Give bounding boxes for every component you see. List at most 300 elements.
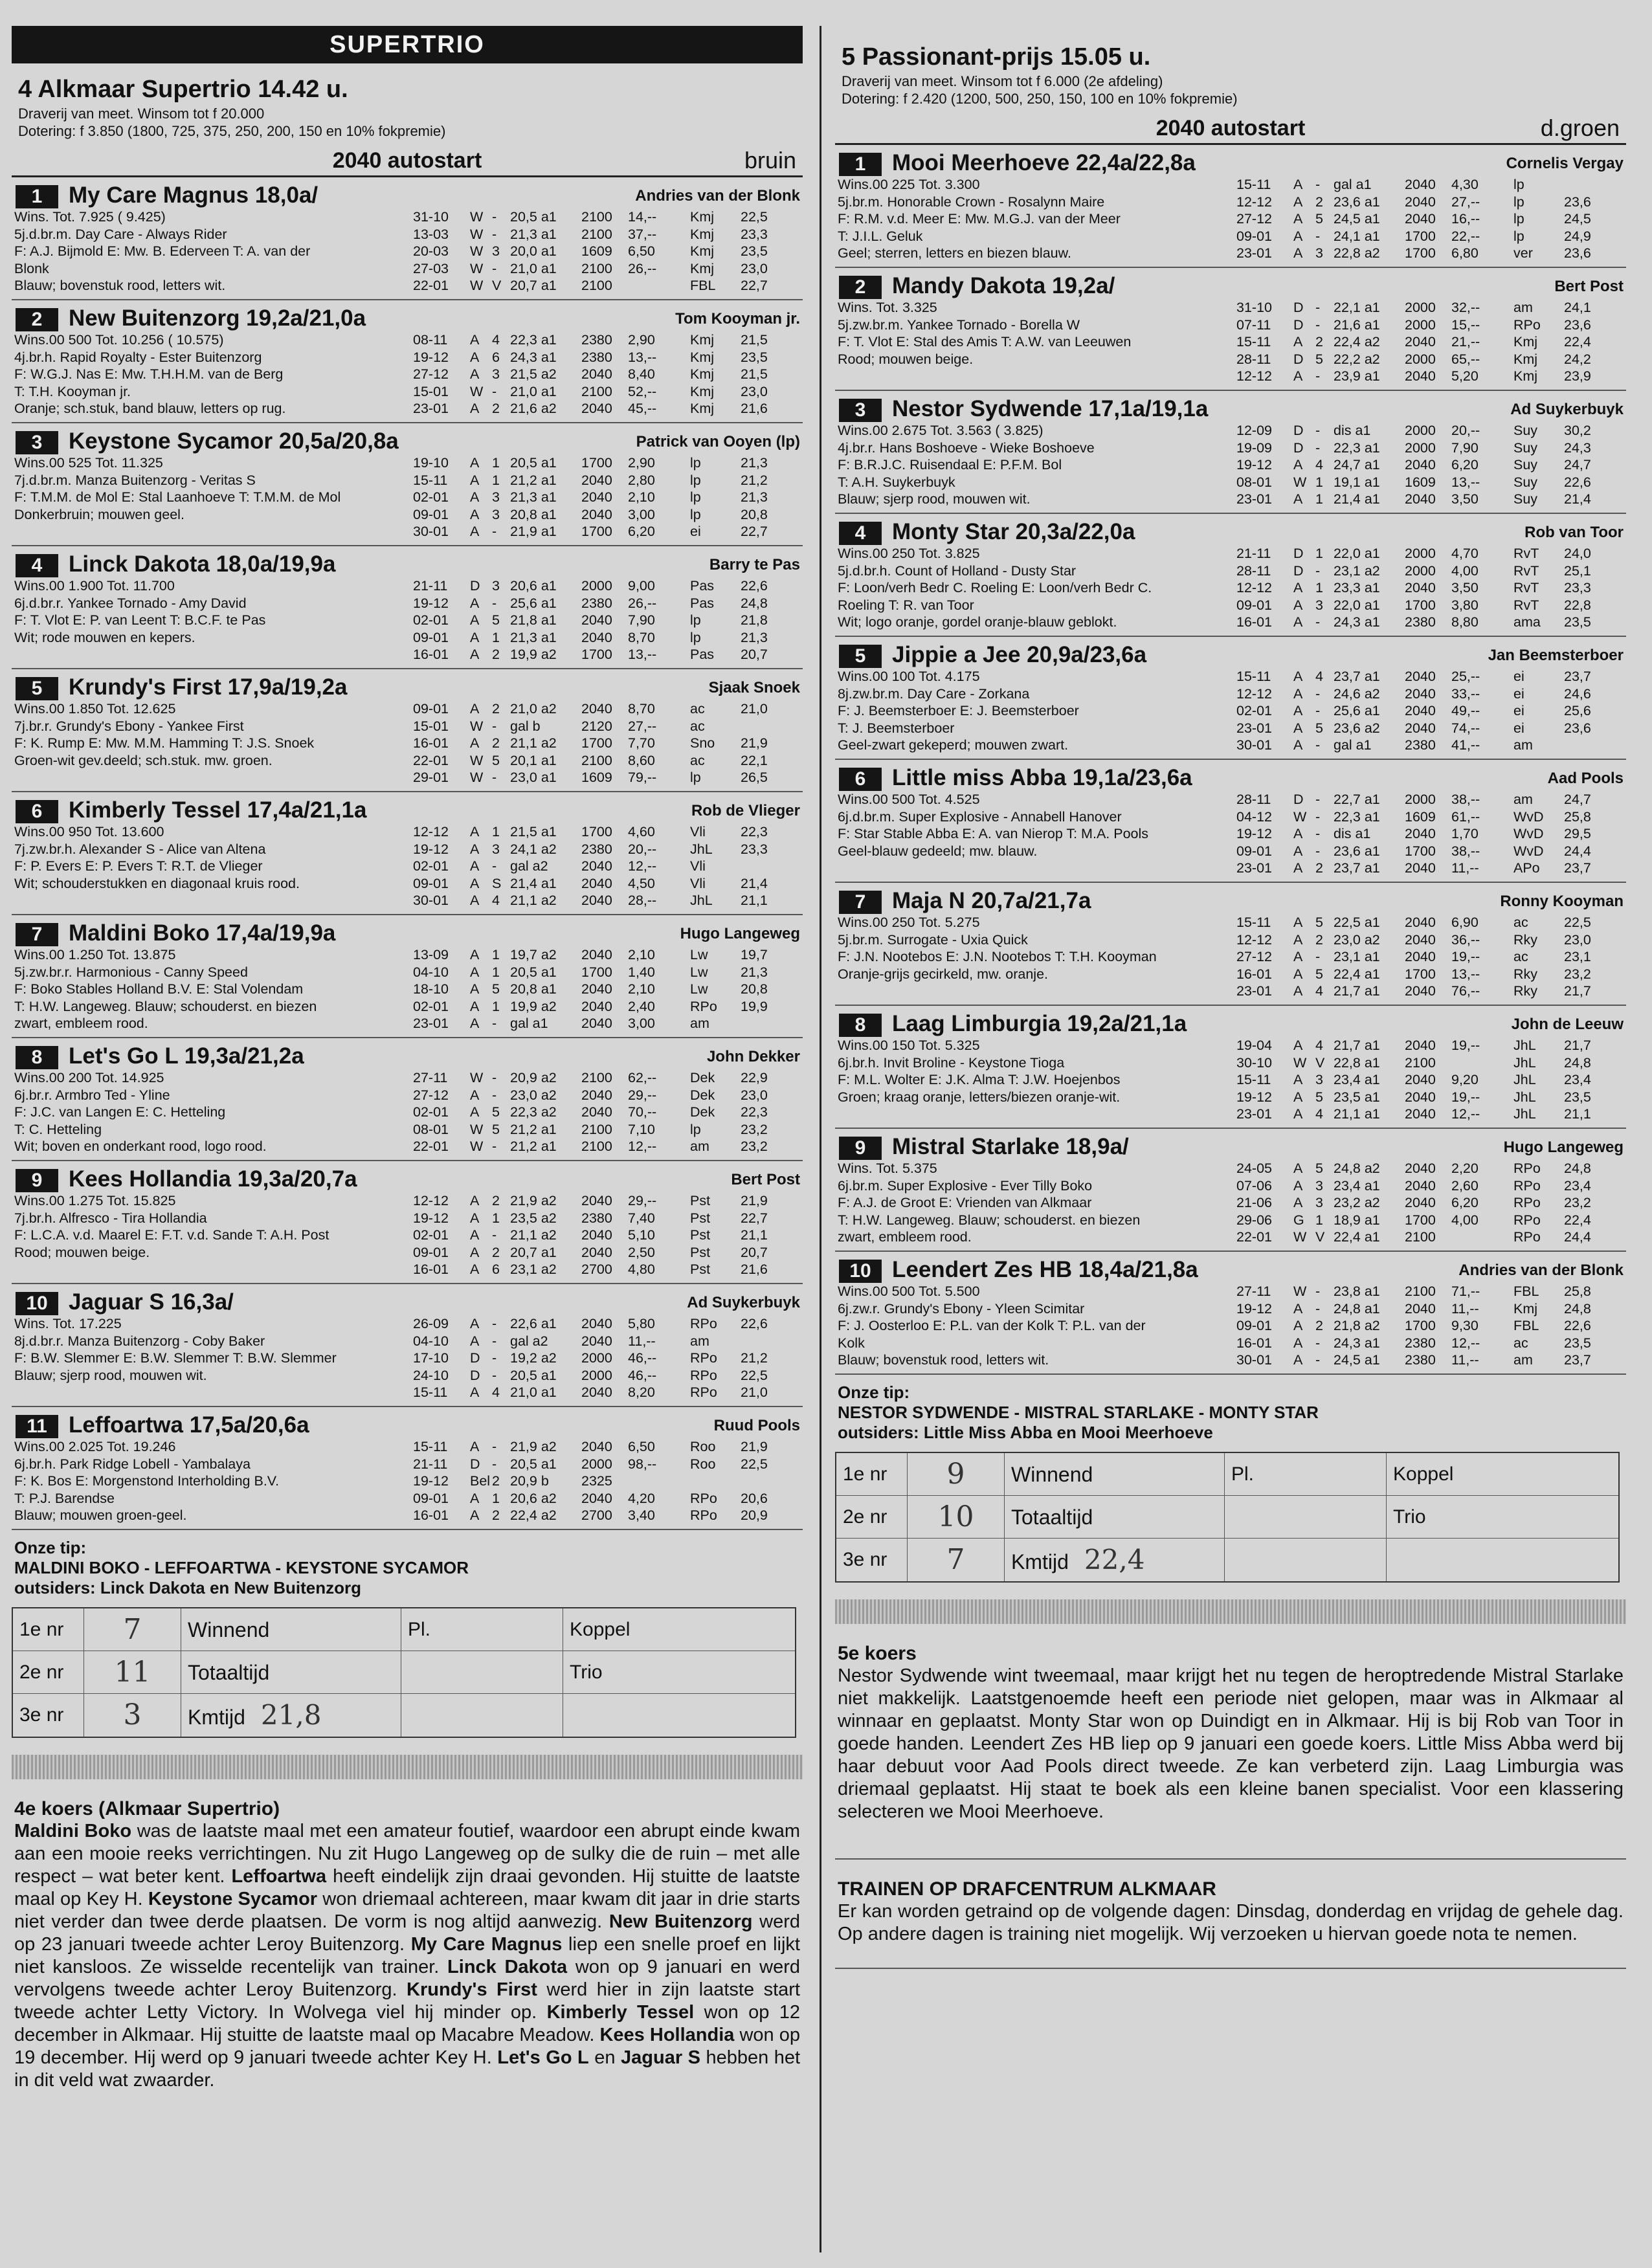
result-cell: A: [1293, 597, 1303, 613]
result-cell: 12-09: [1236, 423, 1272, 438]
horse-entry: [835, 1129, 1626, 1252]
result-cell: -: [492, 1367, 497, 1383]
result-cell: 46,--: [628, 1367, 657, 1383]
result-cell: 5: [492, 1121, 500, 1137]
result-cell: Dek: [690, 1104, 715, 1120]
result-cell: 23,2 a2: [1334, 1195, 1380, 1210]
horse-info-line: T: P.J. Barendse: [14, 1490, 115, 1506]
result-cell: 4: [1315, 1038, 1323, 1053]
result-cell: 1700: [1405, 245, 1436, 261]
driver-name: John Dekker: [706, 1048, 800, 1065]
result-cell: am: [1513, 737, 1533, 753]
result-cell: 23,6: [1564, 720, 1591, 736]
result-cell: RPo: [1513, 1229, 1541, 1245]
result-cell: A: [470, 1384, 480, 1400]
driver-name: Hugo Langeweg: [1503, 1139, 1624, 1156]
result-row: [413, 752, 800, 770]
start-number: 1: [16, 185, 58, 208]
result-cell: 09-01: [1236, 843, 1272, 859]
result-cell: 21,7: [1564, 983, 1591, 999]
result-cell: A: [470, 629, 480, 645]
start-number: 9: [16, 1169, 58, 1192]
horse-entry: [835, 1252, 1626, 1375]
horse-info-line: Wit; rode mouwen en kepers.: [14, 629, 195, 645]
result-cell: 2100: [581, 209, 612, 225]
result-cell: 2380: [1405, 1335, 1436, 1351]
result-cell: 02-01: [1236, 703, 1272, 718]
result-cell: ac: [690, 752, 705, 768]
horse-info-line: 6j.br.m. Super Explosive - Ever Tilly Boko: [838, 1177, 1093, 1194]
result-cell: 2040: [1405, 860, 1436, 876]
result-cell: 5: [492, 612, 500, 628]
result-cell: A: [1293, 843, 1303, 859]
result-cell: 65,--: [1451, 351, 1480, 367]
race-5-horse-list: [835, 145, 1626, 1375]
result-cell: Kmj: [690, 349, 715, 365]
result-cell: A: [470, 612, 480, 628]
result-cell: 1: [492, 629, 500, 645]
result-row: [413, 1438, 800, 1456]
horse-name: Jippie a Jee 20,9a/23,6a: [892, 642, 1147, 667]
result-cell: 8,70: [628, 629, 655, 645]
tip-text: MALDINI BOKO - LEFFOARTWA - KEYSTONE SYCAMOR: [14, 1558, 469, 1577]
result-cell: 3,40: [628, 1507, 655, 1523]
result-cell: 23-01: [1236, 245, 1272, 261]
result-cell: 1: [492, 472, 500, 488]
result-row: [413, 875, 800, 893]
result-cell: 4,80: [628, 1262, 655, 1277]
commentary-text: heeft eindelijk zijn draai gevonden. Hij stuitte de laatste maal op Key H.: [14, 1866, 800, 1909]
result-cell: Kmj: [690, 383, 715, 399]
result-cell: 25,6 a1: [1334, 703, 1380, 718]
horse-info: [838, 914, 1233, 983]
result-row: [1236, 194, 1624, 211]
result-cell: RPo: [690, 998, 717, 1014]
result-cell: 15-11: [413, 1384, 448, 1400]
result-cell: 2000: [1405, 317, 1436, 333]
result-cell: 4: [492, 893, 500, 908]
result-cell: 11,--: [1451, 1352, 1479, 1368]
result-cell: 19,7 a2: [510, 947, 557, 962]
result-cell: D: [470, 1456, 480, 1472]
result-cell: RvT: [1513, 580, 1539, 595]
result-cell: 30-01: [1236, 1352, 1272, 1368]
result-row: [413, 472, 800, 489]
result-cell: Suy: [1513, 491, 1538, 507]
result-cell: W: [1293, 808, 1307, 825]
horse-info-line: F: J. Beemsterboer E: J. Beemsterboer: [838, 703, 1079, 718]
result-cell: Lw: [690, 981, 708, 997]
tip-outsiders: outsiders: Linck Dakota en New Buitenzorg: [14, 1578, 361, 1597]
result-cell: 19,9 a2: [510, 998, 557, 1014]
result-cell: 23,9: [1564, 368, 1591, 384]
result-cell: -: [492, 260, 497, 276]
result-cell: 21,1: [741, 1227, 768, 1243]
result-cell: 22-01: [1236, 1229, 1272, 1245]
result-cell: 26,--: [628, 260, 657, 276]
result-cell: 24,1 a2: [510, 841, 557, 857]
result-cell: WvD: [1513, 843, 1544, 859]
driver-name: Rob van Toor: [1524, 524, 1624, 541]
result-row: [413, 1087, 800, 1104]
horse-info-line: F: T. Vlot E: P. van Leent T: B.C.F. te Pas: [14, 612, 266, 628]
result-cell: 27-11: [413, 1070, 448, 1085]
horse-info-line: Wins. Tot. 5.375: [838, 1161, 937, 1176]
result-cell: 2040: [1405, 1038, 1436, 1053]
result-cell: 71,--: [1451, 1284, 1480, 1299]
result-cell: 23,7: [1564, 669, 1591, 684]
commentary-horse-name: Let's Go L: [497, 2047, 589, 2068]
result-cell: D: [1293, 317, 1304, 333]
result-row: [1236, 1228, 1624, 1246]
result-cell: A: [1293, 915, 1303, 930]
result-cell: A: [470, 332, 480, 348]
result-cell: 3: [1315, 1072, 1323, 1087]
horse-info-line: 4j.br.h. Rapid Royalty - Ester Buitenzorg: [14, 349, 262, 365]
horse-info-line: F: K. Rump E: Mw. M.M. Hamming T: J.S. Snoek: [14, 735, 315, 751]
result-cell: -: [492, 770, 497, 785]
form-kmtijd: [1005, 1539, 1225, 1581]
form-row: [13, 1651, 795, 1694]
result-cell: JhL: [1513, 1106, 1536, 1122]
result-cell: FBL: [1513, 1284, 1539, 1299]
tip-label: Onze tip:: [838, 1383, 910, 1402]
result-cell: 2380: [581, 1210, 612, 1226]
result-cell: 2040: [581, 1193, 612, 1208]
race-4-commentary: [12, 1820, 803, 2092]
result-row: [413, 823, 800, 841]
driver-name: Bert Post: [731, 1171, 800, 1188]
result-cell: RPo: [690, 1384, 717, 1400]
result-cell: ac: [1513, 949, 1528, 964]
commentary-text: won op 9 januari en werd vervolgens tweede achter Leroy Buitenzorg.: [14, 1957, 800, 2000]
result-cell: 2380: [1405, 614, 1436, 630]
result-cell: 11,--: [1451, 1300, 1479, 1317]
result-cell: 6: [492, 349, 500, 365]
handwritten-number[interactable]: 11: [84, 1651, 181, 1693]
result-cell: 09-01: [1236, 597, 1272, 613]
result-cell: 70,--: [628, 1104, 657, 1120]
race-4-conditions: Draverij van meet. Winsom tot f 20.000: [18, 106, 265, 122]
horse-entry: [835, 391, 1626, 514]
result-cell: 2040: [581, 981, 612, 997]
result-cell: 15-01: [413, 718, 449, 734]
horse-info-line: Wit; schouderstukken en diagonaal kruis rood.: [14, 875, 300, 891]
result-cell: 27-12: [1236, 211, 1272, 227]
result-cell: 19-12: [1236, 1300, 1272, 1317]
result-cell: ac: [690, 718, 705, 734]
result-cell: 3,50: [1451, 491, 1479, 507]
result-cell: 2000: [1405, 546, 1436, 561]
result-row: [1236, 1300, 1624, 1318]
result-row: [413, 1244, 800, 1262]
result-cell: 23-01: [1236, 491, 1272, 507]
driver-name: Sjaak Snoek: [708, 679, 800, 696]
result-cell: 1609: [581, 243, 612, 259]
result-row: [413, 523, 800, 540]
result-row: [413, 858, 800, 875]
result-cell: 20,6 a1: [510, 578, 557, 594]
result-cell: Pas: [690, 578, 715, 594]
result-cell: Kmj: [690, 332, 715, 348]
result-cell: 22-01: [413, 752, 449, 768]
result-cell: 15,--: [1451, 317, 1480, 333]
form-row: [13, 1694, 795, 1737]
result-cell: 12-12: [413, 1193, 449, 1208]
result-cell: A: [1293, 1038, 1303, 1053]
result-cell: 21,2: [741, 1350, 768, 1366]
result-row: [413, 577, 800, 595]
result-cell: ac: [690, 701, 705, 717]
result-cell: 45,--: [628, 401, 657, 416]
result-cell: Vli: [690, 824, 706, 839]
result-cell: Pst: [690, 1210, 711, 1226]
result-row: [1236, 791, 1624, 808]
result-cell: 19-12: [413, 841, 449, 857]
result-cell: 2100: [581, 1070, 612, 1085]
result-cell: 3: [492, 841, 500, 857]
result-cell: G: [1293, 1212, 1304, 1228]
form-label: Trio: [1393, 1506, 1426, 1528]
horse-entry: [835, 1006, 1626, 1129]
start-number: 3: [16, 431, 58, 454]
result-cell: 12,--: [628, 858, 657, 874]
result-cell: 5,80: [628, 1316, 655, 1331]
result-cell: 21,6 a2: [510, 401, 557, 416]
result-cell: 24,7: [1564, 457, 1591, 472]
result-row: [1236, 1160, 1624, 1177]
result-cell: 6,50: [628, 243, 655, 259]
result-row: [413, 1350, 800, 1367]
result-cell: 13,--: [628, 349, 657, 365]
result-cell: A: [1293, 1072, 1303, 1087]
result-cell: 22,9: [741, 1070, 768, 1085]
result-cell: A: [1293, 194, 1303, 210]
result-cell: 2380: [1405, 1352, 1436, 1368]
result-cell: 4,60: [628, 824, 655, 839]
commentary-text: won driemaal achtereen, maar kwam dit jaar in drie starts niet verder dan twee derde plaatsen. De vorm is nog altijd aanwezig.: [14, 1889, 800, 1932]
handwritten-number[interactable]: 9: [908, 1453, 1005, 1495]
result-cell: -: [492, 1316, 497, 1331]
horse-info-line: T: J. Beemsterboer: [838, 720, 955, 736]
horse-info-line: Geel-blauw gedeeld; mw. blauw.: [838, 843, 1038, 859]
result-cell: ac: [1513, 915, 1528, 930]
result-cell: 20,6 a2: [510, 1490, 557, 1506]
result-cell: 11,--: [1451, 860, 1479, 876]
result-cell: 21,4 a1: [1334, 491, 1380, 507]
result-cell: 19-10: [413, 455, 449, 471]
result-cell: RPo: [1513, 317, 1541, 333]
result-cell: W: [470, 1070, 484, 1085]
result-cell: 3: [492, 489, 500, 505]
result-cell: -: [1315, 703, 1321, 718]
result-cell: 21,8 a1: [510, 612, 557, 628]
result-cell: 2040: [581, 893, 612, 908]
result-cell: 22,5: [1564, 915, 1591, 930]
handwritten-kmtijd[interactable]: 21,8: [260, 1699, 322, 1731]
result-cell: 20,7 a1: [510, 278, 557, 293]
result-cell: 22,4 a1: [1334, 966, 1380, 982]
driver-name: Hugo Langeweg: [680, 925, 800, 942]
form-label: 3e nr: [836, 1539, 908, 1581]
result-cell: 98,--: [628, 1456, 657, 1472]
result-cell: 21-06: [1236, 1195, 1272, 1210]
horse-info: [838, 545, 1233, 631]
horse-name: Maja N 20,7a/21,7a: [892, 888, 1091, 913]
result-cell: A: [470, 841, 480, 857]
result-cell: 8,20: [628, 1384, 655, 1400]
handwritten-number[interactable]: 10: [908, 1496, 1005, 1538]
horse-info: [838, 422, 1233, 508]
result-row: [1236, 317, 1624, 334]
result-cell: 09-01: [413, 701, 449, 717]
commentary-horse-name: Kees Hollandia: [599, 2025, 735, 2045]
result-row: [1236, 368, 1624, 385]
result-cell: D: [1293, 351, 1304, 367]
result-cell: 23,7 a1: [1334, 860, 1380, 876]
result-cell: 26,5: [741, 770, 768, 785]
result-cell: ei: [690, 524, 701, 539]
result-cell: W: [470, 260, 484, 276]
result-cell: 23,0: [741, 1087, 768, 1103]
result-cell: W: [1293, 1284, 1307, 1299]
race-5-commentary: Nestor Sydwende wint tweemaal, maar krijgt het nu tegen de heroptredende Mistral Starlake niet makkelijk. Laatstgenoemde heeft een periode niet gelopen, maar was in Alkmaar al winnaar en geplaatst. Monty Star won op Duindigt en in Alkmaar. Hij is bij Rob van Toor in goede handen. Leendert Zes HB liep op 9 januari een goede koers. Little Miss Abba werd bij haar debuut voor Aad Pools direct tweede. Ze kan verbeterd zijn. Laag Limburgia was driemaal geplaatst. Hij staat te boek als een kleine banen specialist. Voor een klassering selecteren we Mooi Meerhoeve.: [838, 1665, 1624, 1822]
start-number: 8: [16, 1046, 58, 1069]
result-cell: 5,20: [1451, 368, 1479, 384]
result-cell: 2040: [1405, 457, 1436, 472]
horse-info-line: 6j.d.br.m. Super Explosive - Annabell Hanover: [838, 808, 1122, 825]
result-cell: 21,6: [741, 401, 768, 416]
result-cell: 23,2: [741, 1139, 768, 1154]
result-cell: A: [1293, 614, 1303, 630]
result-cell: 2040: [581, 489, 612, 505]
horse-info-line: Oranje; sch.stuk, band blauw, letters op rug.: [14, 401, 286, 416]
start-number: 7: [839, 891, 882, 914]
result-cell: 2040: [581, 1384, 612, 1400]
result-cell: lp: [1513, 211, 1524, 227]
horse-info-line: Wins.00 225 Tot. 3.300: [838, 177, 980, 192]
result-cell: W: [470, 243, 484, 259]
driver-name: John de Leeuw: [1511, 1016, 1624, 1033]
result-cell: 36,--: [1451, 931, 1480, 948]
result-cell: 22,6: [1564, 1318, 1591, 1333]
recent-results: [413, 208, 800, 295]
result-cell: 8,80: [1451, 614, 1479, 630]
driver-name: Aad Pools: [1547, 770, 1624, 787]
result-cell: -: [492, 1087, 497, 1103]
horse-info-line: F: R.M. v.d. Meer E: Mw. M.G.J. van der Meer: [838, 211, 1121, 227]
result-cell: 6,20: [1451, 1195, 1479, 1210]
result-cell: 1700: [581, 455, 612, 471]
result-cell: 2100: [581, 1121, 612, 1137]
horse-info-line: T: J.I.L. Geluk: [838, 228, 923, 244]
horse-name: Mandy Dakota 19,2a/: [892, 273, 1115, 298]
result-cell: 27,--: [1451, 194, 1480, 210]
result-cell: 16-01: [1236, 1335, 1272, 1351]
result-cell: Dek: [690, 1070, 715, 1085]
result-cell: V: [1315, 1054, 1325, 1071]
result-cell: Rky: [1513, 983, 1538, 999]
result-cell: A: [470, 1087, 480, 1103]
horse-info-line: Blauw; bovenstuk rood, letters wit.: [838, 1352, 1049, 1368]
form-label: Totaaltijd: [181, 1651, 401, 1693]
result-cell: A: [470, 998, 480, 1014]
result-cell: 23,4: [1564, 1177, 1591, 1194]
horse-info-line: Wins.00 150 Tot. 5.325: [838, 1038, 980, 1053]
result-cell: Lw: [690, 947, 708, 962]
result-cell: 21-11: [413, 578, 448, 594]
result-cell: 23,4: [1564, 1072, 1591, 1087]
result-cell: 22,7: [741, 1210, 768, 1226]
result-cell: 2040: [1405, 1177, 1436, 1194]
result-cell: 2040: [581, 1439, 612, 1454]
tip-outsiders: outsiders: Little Miss Abba en Mooi Meerhoeve: [838, 1423, 1213, 1442]
result-cell: 22,4 a2: [510, 1507, 557, 1523]
result-cell: 23,3: [741, 226, 768, 242]
result-cell: A: [470, 1262, 480, 1277]
result-cell: 2040: [581, 472, 612, 488]
form-label: 3e nr: [13, 1694, 84, 1737]
handwritten-number[interactable]: 3: [84, 1694, 181, 1737]
result-cell: 23,3: [1564, 580, 1591, 595]
result-cell: 2040: [581, 629, 612, 645]
result-cell: A: [1293, 1161, 1303, 1176]
result-cell: D: [1293, 423, 1304, 438]
result-cell: 1: [1315, 474, 1323, 490]
result-cell: 3,00: [628, 506, 655, 522]
result-cell: 21,1 a2: [510, 1227, 557, 1243]
start-number: 6: [839, 768, 882, 791]
result-cell: 22,8 a2: [1334, 245, 1380, 261]
horse-info: [838, 176, 1233, 262]
result-cell: A: [1293, 983, 1303, 999]
form-cell: [1225, 1496, 1387, 1538]
result-row: [1236, 1089, 1624, 1106]
commentary-text: won op 19 december. Hij werd op 9 januari tweede achter Key H.: [14, 2025, 800, 2068]
result-cell: 2040: [1405, 580, 1436, 595]
result-cell: Pst: [690, 1244, 711, 1260]
result-cell: 24,4: [1564, 843, 1591, 859]
horse-info-line: T: H.W. Langeweg. Blauw; schouderst. en biezen: [838, 1212, 1141, 1228]
result-cell: 19-12: [413, 1210, 449, 1226]
result-cell: 13,--: [1451, 966, 1480, 982]
result-cell: A: [470, 1316, 480, 1331]
training-title: TRAINEN OP DRAFCENTRUM ALKMAAR: [838, 1878, 1216, 1900]
result-cell: A: [470, 349, 480, 365]
result-cell: 21,3 a1: [510, 226, 557, 242]
result-row: [1236, 860, 1624, 877]
result-cell: 24,1: [1564, 300, 1591, 315]
result-cell: 02-01: [413, 489, 449, 505]
result-cell: Kmj: [1513, 334, 1538, 350]
result-cell: W: [470, 209, 484, 225]
driver-name: Ruud Pools: [713, 1417, 800, 1434]
result-cell: RvT: [1513, 597, 1539, 613]
handwritten-number[interactable]: 7: [84, 1608, 181, 1651]
result-cell: 21,5 a2: [510, 366, 557, 382]
result-cell: ei: [1513, 669, 1524, 684]
result-cell: 22,2 a2: [1334, 351, 1380, 367]
handwritten-number[interactable]: 7: [908, 1539, 1005, 1581]
horse-info: [14, 1438, 409, 1524]
result-cell: 22,6: [741, 1316, 768, 1331]
handwritten-kmtijd[interactable]: 22,4: [1084, 1544, 1145, 1575]
result-row: [413, 981, 800, 998]
result-cell: 21,5: [741, 332, 768, 348]
result-cell: -: [492, 209, 497, 225]
result-cell: 3: [492, 366, 500, 382]
result-cell: 22,3 a2: [510, 1104, 557, 1120]
